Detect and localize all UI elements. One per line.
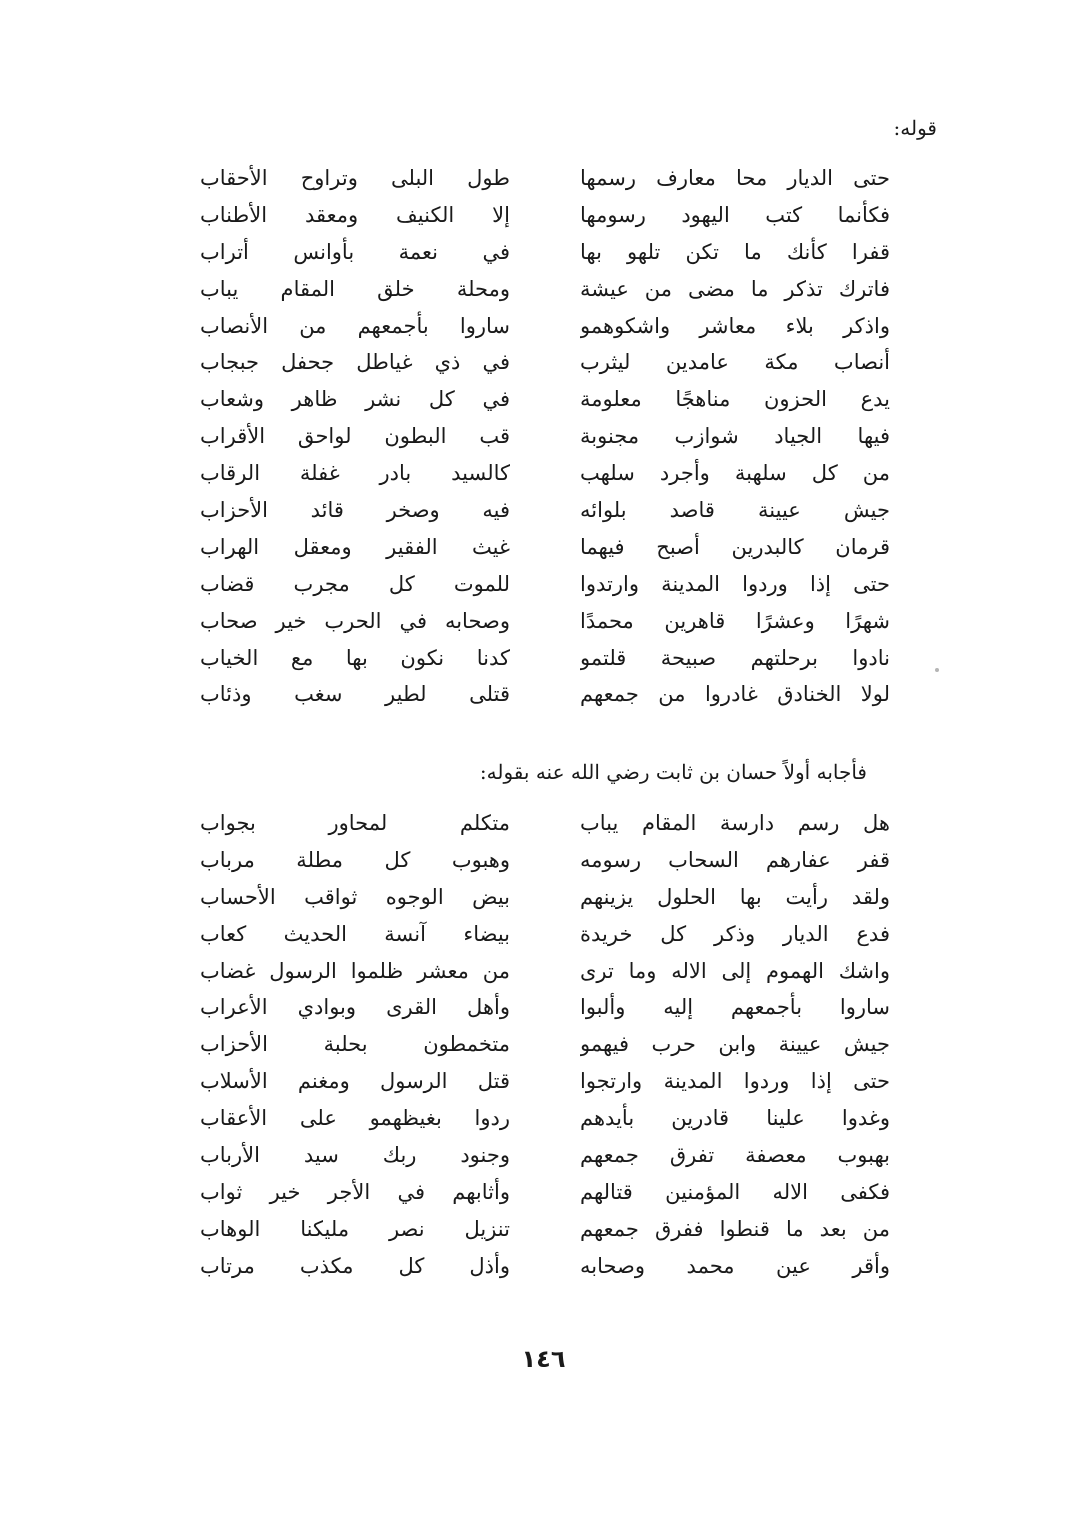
- verse: [200, 879, 890, 916]
- verse-first-hemistich: فكأنما كتب اليهود رسومها: [580, 202, 890, 227]
- poem-first: [200, 160, 890, 713]
- verse-first-hemistich: فاترك تذكر ما مضى من عيشة: [580, 276, 890, 301]
- verse: [200, 1137, 890, 1174]
- verse: [200, 842, 890, 879]
- verse-first-hemistich: فكفى الاله المؤمنين قتالهم: [580, 1179, 890, 1204]
- verse-first-hemistich: قفر عفارهم السحاب رسومه: [580, 847, 890, 872]
- verse-first-hemistich: من بعد ما قنطوا ففرق جمعهم: [580, 1216, 890, 1241]
- verse: [200, 271, 890, 308]
- verse-second-hemistich: تنزيل نصر مليكنا الوهاب: [200, 1216, 510, 1241]
- verse-second-hemistich: ردوا بغيظهمو على الأعقاب: [200, 1106, 510, 1131]
- verse-second-hemistich: في نعمة بأوانس أتراب: [200, 239, 510, 264]
- verse-first-hemistich: وغدوا علينا قادرين بأيدهم: [580, 1106, 890, 1131]
- verse-second-hemistich: ساروا بأجمعهم من الأنصاب: [200, 313, 510, 338]
- verse-second-hemistich: وأذل كل مكذب مرتاب: [200, 1253, 510, 1278]
- verse: [200, 344, 890, 381]
- verse-second-hemistich: قب البطون لواحق الأقراب: [200, 424, 510, 449]
- verse: [200, 1063, 890, 1100]
- verse: [200, 805, 890, 842]
- verse-second-hemistich: فيه وصخر قائد الأحزاب: [200, 498, 510, 523]
- verse-second-hemistich: بيض الوجوه ثواقب الأحساب: [200, 884, 510, 909]
- verse: [200, 989, 890, 1026]
- verse-first-hemistich: شهرًا وعشرًا قاهرين محمدًا: [580, 608, 890, 633]
- verse-second-hemistich: ومحلة خلق المقام يباب: [200, 276, 510, 301]
- transition-line: فأجابه أولاً حسان بن ثابت رضي الله عنه بقوله:: [479, 760, 867, 784]
- verse-second-hemistich: في كل نشر ظاهر وشعاب: [200, 387, 510, 412]
- verse-first-hemistich: جيش عيينة قاصد بلوائه: [580, 498, 890, 523]
- scan-speck: [935, 668, 939, 672]
- verse-second-hemistich: في ذي غياطل جحفل جبجاب: [200, 350, 510, 375]
- verse-second-hemistich: كالسيد بادر غفلة الرقاب: [200, 461, 510, 486]
- verse-second-hemistich: قتل الرسول ومغنم الأسلاب: [200, 1069, 510, 1094]
- verse-first-hemistich: فيها الجياد شوازب مجنوبة: [580, 424, 890, 449]
- verse-second-hemistich: كدنا نكون بها مع الخياب: [200, 645, 510, 670]
- verse: [200, 1100, 890, 1137]
- verse-first-hemistich: قرمان كالبدرين أصبح فيهما: [580, 534, 890, 559]
- verse: [200, 492, 890, 529]
- verse: [200, 953, 890, 990]
- verse-first-hemistich: فدع الديار وذكر كل خريدة: [580, 921, 890, 946]
- verse: [200, 1026, 890, 1063]
- verse: [200, 1211, 890, 1248]
- verse-second-hemistich: إلا الكنيف ومعقد الأطناب: [200, 202, 510, 227]
- verse-first-hemistich: نادوا برحلتهم صبيحة قلتمو: [580, 645, 890, 670]
- verse: [200, 381, 890, 418]
- page-number: ١٤٦: [521, 1345, 566, 1373]
- verse-first-hemistich: يدع الحزون مناهجًا معلومة: [580, 387, 890, 412]
- verse-first-hemistich: وأقر عين محمد وصحابه: [580, 1253, 890, 1278]
- verse: [200, 308, 890, 345]
- verse-first-hemistich: جيش عيينة وابن حرب فيهمو: [580, 1032, 890, 1057]
- verse-first-hemistich: حتى الديار محا معارف رسمها: [580, 166, 890, 190]
- verse-second-hemistich: متكلم لمحاور بجواب: [200, 811, 510, 835]
- verse: [200, 455, 890, 492]
- verse-second-hemistich: وصحابه في الحرب خير صحاب: [200, 608, 510, 633]
- verse-second-hemistich: من معشر ظلموا الرسول غضاب: [200, 958, 510, 983]
- verse-second-hemistich: بيضاء آنسة الحديث كعاب: [200, 921, 510, 946]
- poem-second: [200, 805, 890, 1285]
- verse: [200, 197, 890, 234]
- intro-heading: قوله:: [893, 116, 937, 140]
- verse-first-hemistich: ساروا بأجمعهم إليه وألبوا: [580, 995, 890, 1020]
- verse-first-hemistich: هل رسم دارسة المقام يباب: [580, 811, 890, 835]
- verse: [200, 160, 890, 197]
- verse: [200, 418, 890, 455]
- verse-first-hemistich: قفرا كأنك ما تكن تلهو بها: [580, 239, 890, 264]
- verse-second-hemistich: وجنود ربك سيد الأرباب: [200, 1143, 510, 1168]
- verse-first-hemistich: من كل سلهبة وأجرد سلهب: [580, 461, 890, 486]
- verse-first-hemistich: حتى إذا وردوا المدينة وارتجوا: [580, 1069, 890, 1094]
- verse-second-hemistich: طول البلى وتراوح الأحقاب: [200, 166, 510, 190]
- verse: [200, 916, 890, 953]
- verse-second-hemistich: غيث الفقير ومعقل الهراب: [200, 534, 510, 559]
- verse-first-hemistich: ولقد رأيت بها الحلول يزينهم: [580, 884, 890, 909]
- verse-second-hemistich: وأهل القرى وبوادي الأعراب: [200, 995, 510, 1020]
- verse-second-hemistich: وأثابهم في الأجر خير ثواب: [200, 1179, 510, 1204]
- verse-first-hemistich: واذكر بلاء معاشر واشكوهمو: [580, 313, 890, 338]
- verse: [200, 603, 890, 640]
- verse-second-hemistich: للموت كل مجرب قضاب: [200, 571, 510, 596]
- verse-first-hemistich: أنصاب مكة عامدين ليثرب: [580, 350, 890, 375]
- verse-first-hemistich: لولا الخنادق غادروا من جمعهم: [580, 682, 890, 707]
- verse-second-hemistich: وهبوب كل مطلة مرباب: [200, 847, 510, 872]
- verse: [200, 676, 890, 713]
- verse-second-hemistich: متخمطون بحلبة الأحزاب: [200, 1032, 510, 1057]
- verse-first-hemistich: حتى إذا وردوا المدينة وارتدوا: [580, 571, 890, 596]
- verse: [200, 1248, 890, 1285]
- verse-second-hemistich: قتلى لطير سغب وذئاب: [200, 682, 510, 707]
- verse: [200, 529, 890, 566]
- verse-first-hemistich: واشك الهموم إلى الاله وما ترى: [580, 958, 890, 983]
- verse: [200, 566, 890, 603]
- verse: [200, 1174, 890, 1211]
- verse: [200, 640, 890, 677]
- verse-first-hemistich: بهبوب معصفة تفرق جمعهم: [580, 1143, 890, 1168]
- verse: [200, 234, 890, 271]
